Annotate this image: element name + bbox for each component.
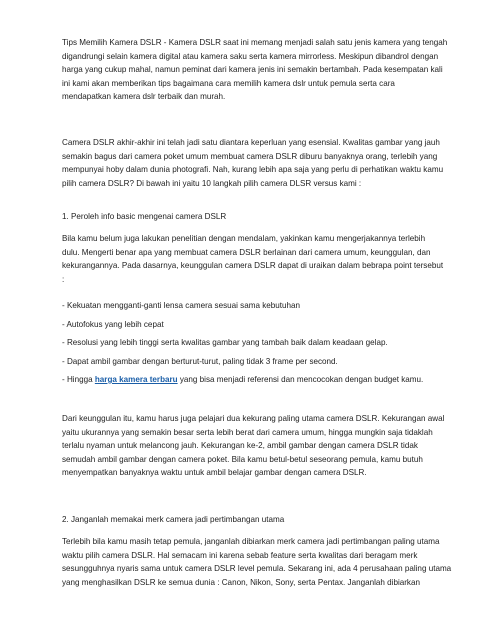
text-line: Camera DSLR akhir-akhir ini telah jadi satu diantara keperluan yang esensial. Kwalitas gambar yang jauh (62, 138, 440, 147)
text-line: pilih camera DSLR? Di bawah ini yaitu 10 langkah pilih camera DLSR versus kami : (62, 178, 362, 188)
paragraph-2 (62, 136, 442, 190)
bullet-item: - Resolusi yang lebih tinggi serta kwalitas gambar yang tambah baik dalam keadaan gelap. (62, 338, 388, 347)
text-line: : (62, 274, 65, 284)
text-line: sesungguhnya nyaris sama untuk camera DSLR level pemula. Sekarang ini, ada 4 perusahaan paling utama (62, 564, 452, 574)
paragraph-3 (62, 232, 442, 286)
text-line: menyempatkan banyaknya waktu untuk ambil belajar gambar dengan camera DSLR. (62, 468, 367, 478)
harga-kamera-link[interactable]: harga kamera terbaru (94, 375, 178, 384)
text-line: Terlebih bila kamu masih tetap pemula, janganlah dibiarkan merk camera jadi pertimbangan paling utama (62, 537, 440, 546)
bullet-item: - Autofokus yang lebih cepat (62, 320, 164, 329)
text-line: Dari keunggulan itu, kamu harus juga pelajari dua kekurang paling utama camera DSLR. Kekurangan awal (62, 414, 445, 423)
text-line: yaitu ukurannya yang semakin besar serta lebih berat dari camera umum, hingga mungkin saja tidaklah (62, 427, 433, 437)
text-line: ini kami akan memberikan tips bagaimana cara memilih kamera dslr untuk pemula serta cara (62, 78, 395, 88)
text-line: digandrungi selain kamera digital atau kamera saku serta kamera mirrorless. Meskipun dibandrol dengan (62, 51, 439, 61)
text-line: semudah ambil gambar dengan camera poket. Bila kamu betul-betul seseorang pemula, kamu butuh (62, 454, 423, 464)
text-line: kekurangannya. Pada dasarnya, keunggulan camera DSLR dapat di uraikan dalam bebrapa point tersebut (62, 261, 444, 271)
paragraph-4 (62, 412, 445, 480)
text-line: harga yang cukup mahal, namun peminat dari kamera jenis ini semakin bertambah. Pada kesempatan kali (62, 65, 443, 75)
bullet-text: yang bisa menjadi referensi dan mencocokan dengan budget kamu. (177, 375, 424, 384)
text-line: waktu pilih camera DSLR. Hal semacam ini karena sebab feature serta kwalitas dari beragam merk (62, 550, 418, 560)
intro-paragraph (62, 36, 448, 104)
bullet-text: - Hingga (62, 375, 95, 384)
section-heading-2: 2. Janganlah memakai merk camera jadi pertimbangan utama (62, 515, 285, 524)
bullet-item: - Kekuatan mengganti-ganti lensa camera sesuai sama kebutuhan (62, 301, 301, 310)
text-line: terlalu nyaman untuk melancong jauh. Kekurangan ke-2, ambil gambar dengan camera DSLR tidak (62, 441, 418, 451)
text-line: mendapatkan kamera dslr terbaik dan murah. (62, 92, 226, 102)
paragraph-5 (62, 535, 452, 589)
text-line: Bila kamu belum juga lakukan penelitian dengan mendalam, yakinkan kamu mengerjakannya terlebih (62, 234, 426, 243)
text-line: Tips Memilih Kamera DSLR - Kamera DSLR saat ini memang menjadi salah satu jenis kamera yang tengah (62, 38, 448, 47)
section-heading-1: 1. Peroleh info basic mengenai camera DSLR (62, 212, 227, 221)
text-line: mempunyai hoby dalam dunia photografi. Nah, kurang lebih apa saja yang perlu di perhatikan waktu kamu (62, 165, 444, 175)
bullet-item: - Dapat ambil gambar dengan berturut-turut, paling tidak 3 frame per second. (62, 357, 338, 366)
bullet-item-with-link (62, 373, 442, 387)
text-line: semakin bagus dari camera poket umum membuat camera DSLR diburu banyaknya orang, terlebih yang (62, 151, 438, 161)
text-line: yang menghasilkan DSLR ke semua dunia : Canon, Nikon, Sony, serta Pentax. Janganlah dibiarkan (62, 577, 420, 587)
text-line: dulu. Mengerti benar apa yang membuat camera DSLR berlainan dari camera umum, keunggulan, dan (62, 247, 431, 257)
